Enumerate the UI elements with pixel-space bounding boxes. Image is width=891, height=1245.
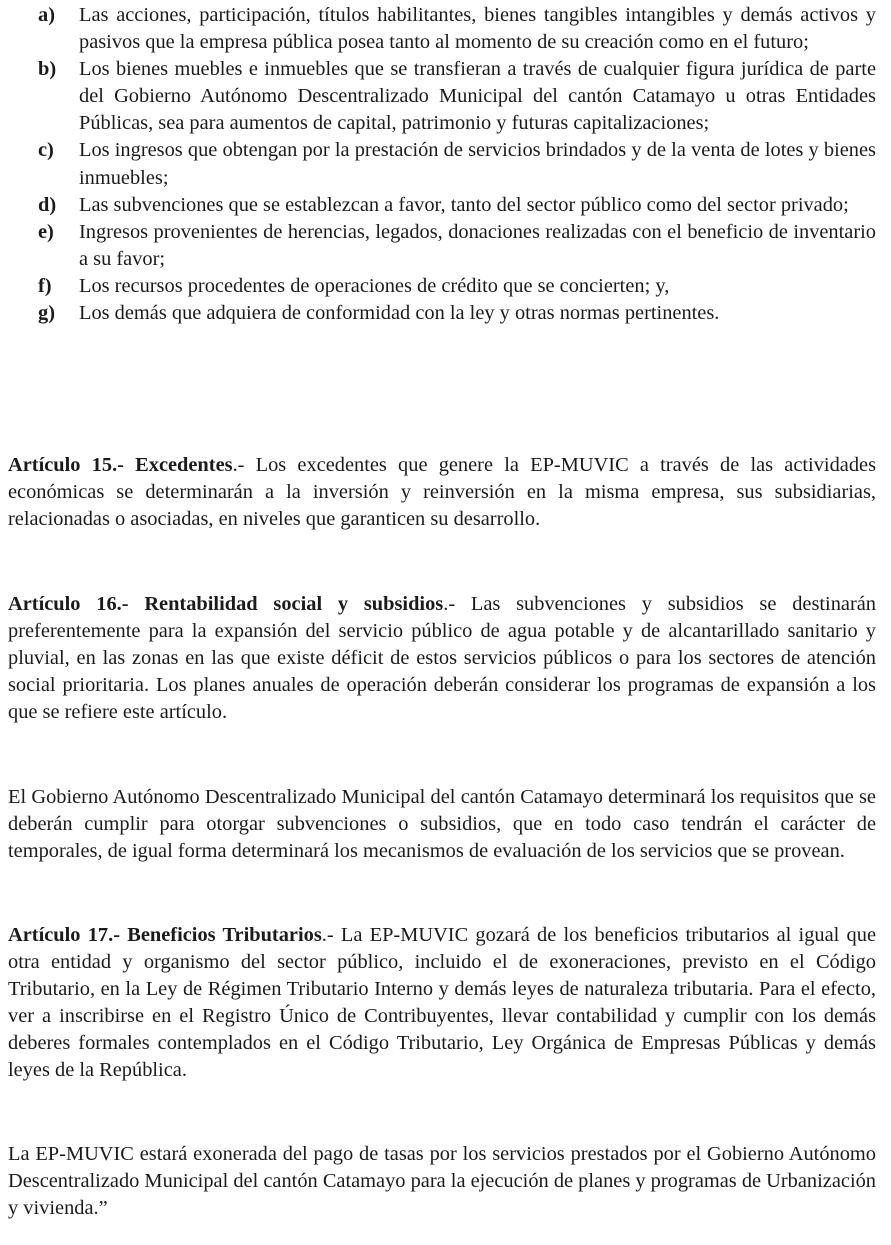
list-marker: c) bbox=[38, 139, 54, 162]
list-item bbox=[38, 273, 876, 300]
list-item-text: Los ingresos que obtengan por la prestación de servicios brindados y de la venta de lotes y bienes inmuebles; bbox=[79, 139, 876, 189]
list-item bbox=[38, 300, 876, 327]
list-item-text: Los recursos procedentes de operaciones de crédito que se concierten; y, bbox=[79, 274, 670, 297]
list-marker: a) bbox=[38, 4, 55, 26]
gobierno-paragraph: El Gobierno Autónomo Descentralizado Municipal del cantón Catamayo determinará los requisitos que se deberán cumplir para otorgar subvenciones o subsidios, que en todo caso tendrán el carácter de temporales, de igual forma determinará los mecanismos de evaluación de los servicios que se provean. bbox=[8, 786, 876, 863]
list-item bbox=[38, 192, 876, 219]
list-item bbox=[38, 56, 876, 137]
list-item-text: Las acciones, participación, títulos habilitantes, bienes tangibles intangibles y demás activos y pasivos que la empresa pública posea tanto al momento de su creación como en el futuro; bbox=[79, 4, 876, 54]
list-item-text: Ingresos provenientes de herencias, legados, donaciones realizadas con el beneficio de inventario a su favor; bbox=[79, 220, 876, 270]
list-item bbox=[38, 219, 876, 273]
list-item-text: Las subvenciones que se establezcan a favor, tanto del sector público como del sector privado; bbox=[79, 193, 849, 216]
article-15-heading: Artículo 15.- Excedentes bbox=[8, 454, 233, 476]
list-marker: e) bbox=[38, 220, 54, 243]
article-17-body: .- La EP-MUVIC gozará de los beneficios tributarios al igual que otra entidad y organismo del sector público, incluido el de exoneraciones, previsto en el Código Tributario, en la Ley de Régimen Tributario Interno y demás leyes de naturaleza tributaria. Para el efecto, ver a inscribirse en el Registro Único de Contribuyentes, llevar contabilidad y cumplir con los demás deberes formales contemplados en el Código Tributario, Ley Orgánica de Empresas Públicas y demás leyes de la República. bbox=[8, 924, 876, 1082]
list-item bbox=[38, 2, 876, 56]
list-marker: g) bbox=[38, 302, 55, 325]
article-17-heading: Artículo 17.- Beneficios Tributarios bbox=[8, 924, 322, 946]
article-15-body: .- Los excedentes que genere la EP-MUVIC a través de las actividades económicas se determinarán a la inversión y reinversión en la misma empresa, sus subsidiarias, relacionadas o asociadas, en niveles que garanticen su desarrollo. bbox=[8, 454, 877, 531]
article-16-heading: Artículo 16.- Rentabilidad social y subsidios bbox=[8, 593, 444, 615]
article-15-paragraph bbox=[8, 452, 876, 533]
article-16-body: .- Las subvenciones y subsidios se destinarán preferentemente para la expansión del servicio público de agua potable y de alcantarillado sanitario y pluvial, en las zonas en las que existe déficit de estos servicios públicos o para los sectores de atención social prioritaria. Los planes anuales de operación deberán considerar los programas de expansión a los que se refiere este artículo. bbox=[8, 593, 876, 724]
list-item-text: Los bienes muebles e inmuebles que se transfieran a través de cualquier figura jurídica de parte del Gobierno Autónomo Descentralizado Municipal del cantón Catamayo u otras Entidades Públicas, sea para aumentos de capital, patrimonio y futuras capitalizaciones; bbox=[79, 58, 876, 135]
article-16-paragraph bbox=[8, 591, 876, 726]
list-marker: f) bbox=[38, 274, 52, 297]
assets-list bbox=[38, 2, 876, 327]
final-paragraph: La EP-MUVIC estará exonerada del pago de tasas por los servicios prestados por el Gobierno Autónomo Descentralizado Municipal del cantón Catamayo para la ejecución de planes y programas de Urbanización y vivienda.” bbox=[8, 1143, 876, 1220]
list-item bbox=[38, 137, 876, 191]
list-marker: b) bbox=[38, 58, 57, 81]
list-marker: d) bbox=[38, 193, 57, 216]
article-17-paragraph bbox=[8, 922, 876, 1085]
list-item-text: Los demás que adquiera de conformidad con la ley y otras normas pertinentes. bbox=[79, 302, 720, 325]
